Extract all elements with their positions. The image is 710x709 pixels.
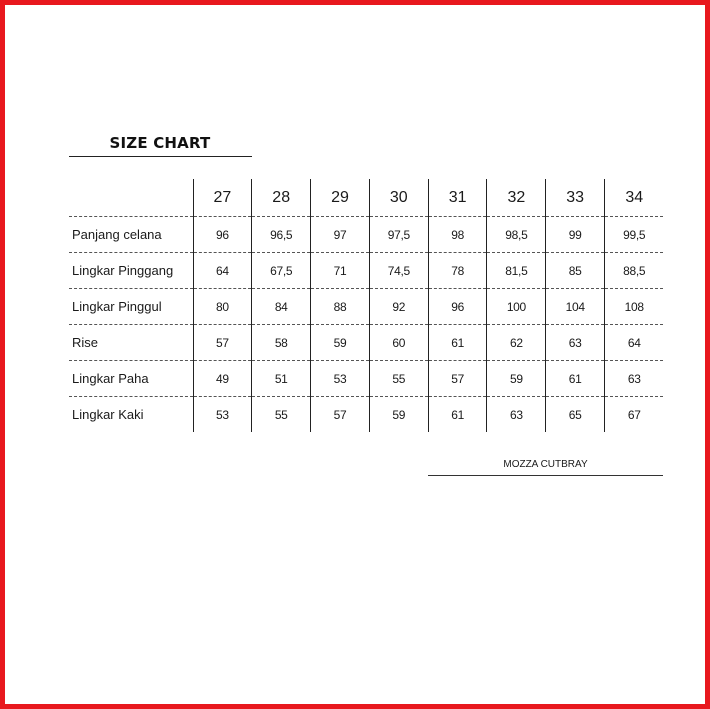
- header-corner-cell: [69, 179, 193, 217]
- table-cell: 104: [546, 289, 605, 325]
- table-row-lingkar-kaki: [69, 397, 663, 433]
- size-header-row: [69, 179, 663, 217]
- table-row-lingkar-pinggul: [69, 289, 663, 325]
- row-label: Lingkar Pinggul: [69, 289, 193, 325]
- table-row-lingkar-pinggang: [69, 253, 663, 289]
- size-table-container: [69, 179, 663, 432]
- title-underline: [69, 156, 252, 157]
- size-table-body: [69, 217, 663, 433]
- size-header-31: 31: [428, 179, 487, 217]
- table-cell: 63: [605, 361, 664, 397]
- table-cell: 59: [487, 361, 546, 397]
- size-header-27: 27: [193, 179, 252, 217]
- size-header-33: 33: [546, 179, 605, 217]
- table-cell: 61: [546, 361, 605, 397]
- table-cell: 51: [252, 361, 311, 397]
- row-label: Lingkar Kaki: [72, 407, 144, 422]
- table-cell: 98: [428, 217, 487, 253]
- row-label: Panjang celana: [69, 217, 193, 253]
- row-label: Lingkar Pinggang: [69, 253, 193, 289]
- table-cell: 98,5: [487, 217, 546, 253]
- table-cell: 92: [369, 289, 428, 325]
- table-cell: 57: [428, 361, 487, 397]
- table-cell: 63: [487, 397, 546, 433]
- table-cell: 53: [311, 361, 370, 397]
- table-cell: 59: [311, 325, 370, 361]
- table-cell: 61: [428, 325, 487, 361]
- table-row-lingkar-paha: [69, 361, 663, 397]
- table-row-rise: [69, 325, 663, 361]
- table-cell: 65: [546, 397, 605, 433]
- size-header-29: 29: [311, 179, 370, 217]
- table-cell: 96: [428, 289, 487, 325]
- table-cell: 64: [605, 325, 664, 361]
- size-header-30: 30: [369, 179, 428, 217]
- table-cell: 96: [193, 217, 252, 253]
- table-cell: 85: [546, 253, 605, 289]
- table-cell: 49: [193, 361, 252, 397]
- table-cell: 99: [546, 217, 605, 253]
- size-header-32: 32: [487, 179, 546, 217]
- table-cell: 67: [605, 397, 664, 433]
- table-cell: 97,5: [369, 217, 428, 253]
- table-cell: 67,5: [252, 253, 311, 289]
- table-cell: 96,5: [252, 217, 311, 253]
- table-cell: 78: [428, 253, 487, 289]
- size-header-28: 28: [252, 179, 311, 217]
- table-cell: 64: [193, 253, 252, 289]
- size-header-34: 34: [605, 179, 664, 217]
- table-cell: 80: [193, 289, 252, 325]
- table-cell: 81,5: [487, 253, 546, 289]
- table-cell: 55: [252, 397, 311, 433]
- table-cell: 100: [487, 289, 546, 325]
- table-cell: 59: [369, 397, 428, 433]
- table-cell: 57: [311, 397, 370, 433]
- table-cell: 55: [369, 361, 428, 397]
- table-row-panjang-celana: [69, 217, 663, 253]
- row-label: Lingkar Paha: [69, 361, 193, 397]
- table-cell: 62: [487, 325, 546, 361]
- table-cell: 108: [605, 289, 664, 325]
- table-cell: 57: [193, 325, 252, 361]
- table-cell: 58: [252, 325, 311, 361]
- size-chart-title: SIZE CHART: [109, 134, 211, 152]
- table-cell: 61: [428, 397, 487, 433]
- row-label: Rise: [69, 325, 193, 361]
- table-cell: 88,5: [605, 253, 664, 289]
- model-name-label: MOZZA CUTBRAY: [503, 459, 588, 470]
- model-name-underline: [428, 475, 663, 476]
- table-cell: 63: [546, 325, 605, 361]
- size-header: [69, 179, 663, 217]
- table-cell: 53: [193, 397, 252, 433]
- table-cell: 97: [311, 217, 370, 253]
- table-cell: 88: [311, 289, 370, 325]
- table-cell: 60: [369, 325, 428, 361]
- table-cell: 71: [311, 253, 370, 289]
- table-cell: 84: [252, 289, 311, 325]
- size-table: [69, 179, 663, 432]
- table-cell: 74,5: [369, 253, 428, 289]
- table-cell: 99,5: [605, 217, 664, 253]
